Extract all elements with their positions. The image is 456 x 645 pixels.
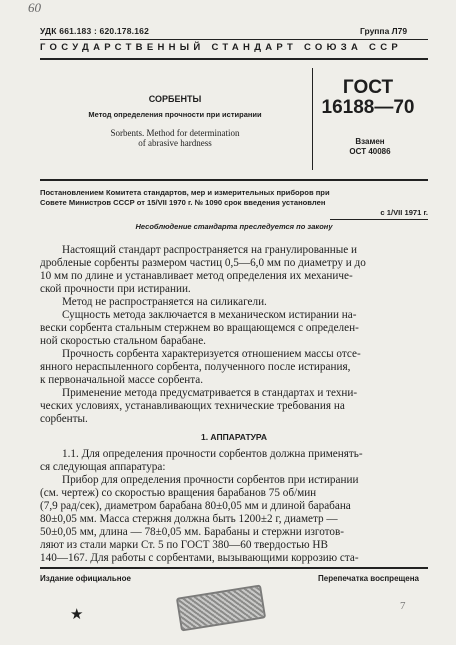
text-line: (7,9 рад/сек), диаметром барабана 80±0,05 мм и длиной барабана <box>40 500 351 512</box>
text-line: Настоящий стандарт распространяется на гранулированные и <box>62 244 358 256</box>
handwritten-mark: 60 <box>28 0 41 15</box>
footer-rule <box>40 567 428 569</box>
state-standard-header: ГОСУДАРСТВЕННЫЙ СТАНДАРТ СОЮЗА ССР <box>40 42 403 53</box>
group-code: Группа Л79 <box>360 26 408 36</box>
title-en <box>40 128 310 148</box>
title-divider <box>312 68 313 170</box>
text-line: сорбенты. <box>40 413 88 425</box>
text-line: ляют из стали марки Ст. 5 по ГОСТ 380—60 твердостью НВ <box>40 539 328 551</box>
title-ru: СОРБЕНТЫ <box>148 94 202 104</box>
page-number: 7 <box>400 600 406 612</box>
text-line: Метод не распространяется на силикагели. <box>62 296 267 308</box>
footer-official-edition: Издание официальное <box>40 574 131 583</box>
gost-code: 16188—70 <box>321 97 415 118</box>
text-line: Применение метода предусматривается в стандартах и техни- <box>62 387 358 399</box>
replaces-code: ОСТ 40086 <box>349 147 391 156</box>
paragraph <box>40 448 428 474</box>
paragraph <box>40 309 428 348</box>
section-title: 1. АППАРАТУРА <box>200 432 267 442</box>
text-line: ческих условиях, устанавливающих технические требования на <box>40 400 345 412</box>
intro-text <box>40 244 428 426</box>
no-violation-note: Несоблюдение стандарта преследуется по закону <box>135 222 333 231</box>
text-line: 50±0,05 мм, длина — 78±0,05 мм. Барабаны и стержни изготов- <box>40 526 345 538</box>
decree-line: Постановлением Комитета стандартов, мер и измерительных приборов при <box>40 188 330 197</box>
paragraph <box>40 387 428 426</box>
section-text <box>40 448 428 565</box>
decree-date-underline <box>330 219 428 220</box>
paragraph <box>40 244 428 296</box>
replaces-label: Взамен <box>355 137 385 146</box>
text-line: вески сорбента стальным стержнем во вращающемся с определен- <box>40 322 359 334</box>
header-rule-bottom <box>40 58 428 60</box>
replaces-block <box>330 137 410 157</box>
text-line: Сущность метода заключается в механическом истирании на- <box>62 309 357 321</box>
star-icon: ★ <box>70 607 84 623</box>
paragraph <box>40 348 428 387</box>
text-line: Прочность сорбента характеризуется отношением массы отсе- <box>62 348 361 360</box>
footer-reprint-prohibited: Перепечатка воспрещена <box>318 574 419 583</box>
text-line: ся следующая аппаратура: <box>40 461 166 473</box>
gost-label: ГОСТ <box>342 77 394 98</box>
text-line: янного нераспыленного сорбента, полученного после истирания, <box>40 361 351 373</box>
paragraph <box>40 296 428 309</box>
text-line: 140—167. Для работы с сорбентами, вызывающими коррозию ста- <box>40 552 359 564</box>
text-line: (см. чертеж) со скоростью вращения барабанов 75 об/мин <box>40 487 317 499</box>
text-line: 1.1. Для определения прочности сорбентов должна применять- <box>62 448 363 460</box>
header-rule-top <box>40 39 428 40</box>
text-line: 80±0,05 мм. Масса стержня должна быть 1200±2 г, диаметр — <box>40 513 338 525</box>
text-line: ной скоростью стальном барабане. <box>40 335 206 347</box>
text-line: к первоначальной массе сорбента. <box>40 374 204 386</box>
decree-text <box>40 188 428 218</box>
paragraph <box>40 474 428 565</box>
text-line: 10 мм по длине и устанавливает метод определения их механиче- <box>40 270 353 282</box>
decree-rule <box>40 179 428 181</box>
text-line: дробленые сорбенты размером частиц 0,5—6,0 мм по диаметру и до <box>40 257 366 269</box>
library-stamp <box>176 584 266 631</box>
subtitle-ru: Метод определения прочности при истирании <box>88 110 262 119</box>
gost-number <box>318 78 418 118</box>
udk-code: УДК 661.183 : 620.178.162 <box>40 26 150 36</box>
text-line: ской прочности при истирании. <box>40 283 191 295</box>
title-en-line-2: of abrasive hardness <box>138 138 212 148</box>
text-line: Прибор для определения прочности сорбентов при истирании <box>62 474 359 486</box>
decree-date: с 1/VII 1971 г. <box>380 208 428 217</box>
title-en-line-1: Sorbents. Method for determination <box>110 128 240 138</box>
decree-line: Совете Министров СССР от 15/VII 1970 г. № 1090 срок введения установлен <box>40 198 326 207</box>
